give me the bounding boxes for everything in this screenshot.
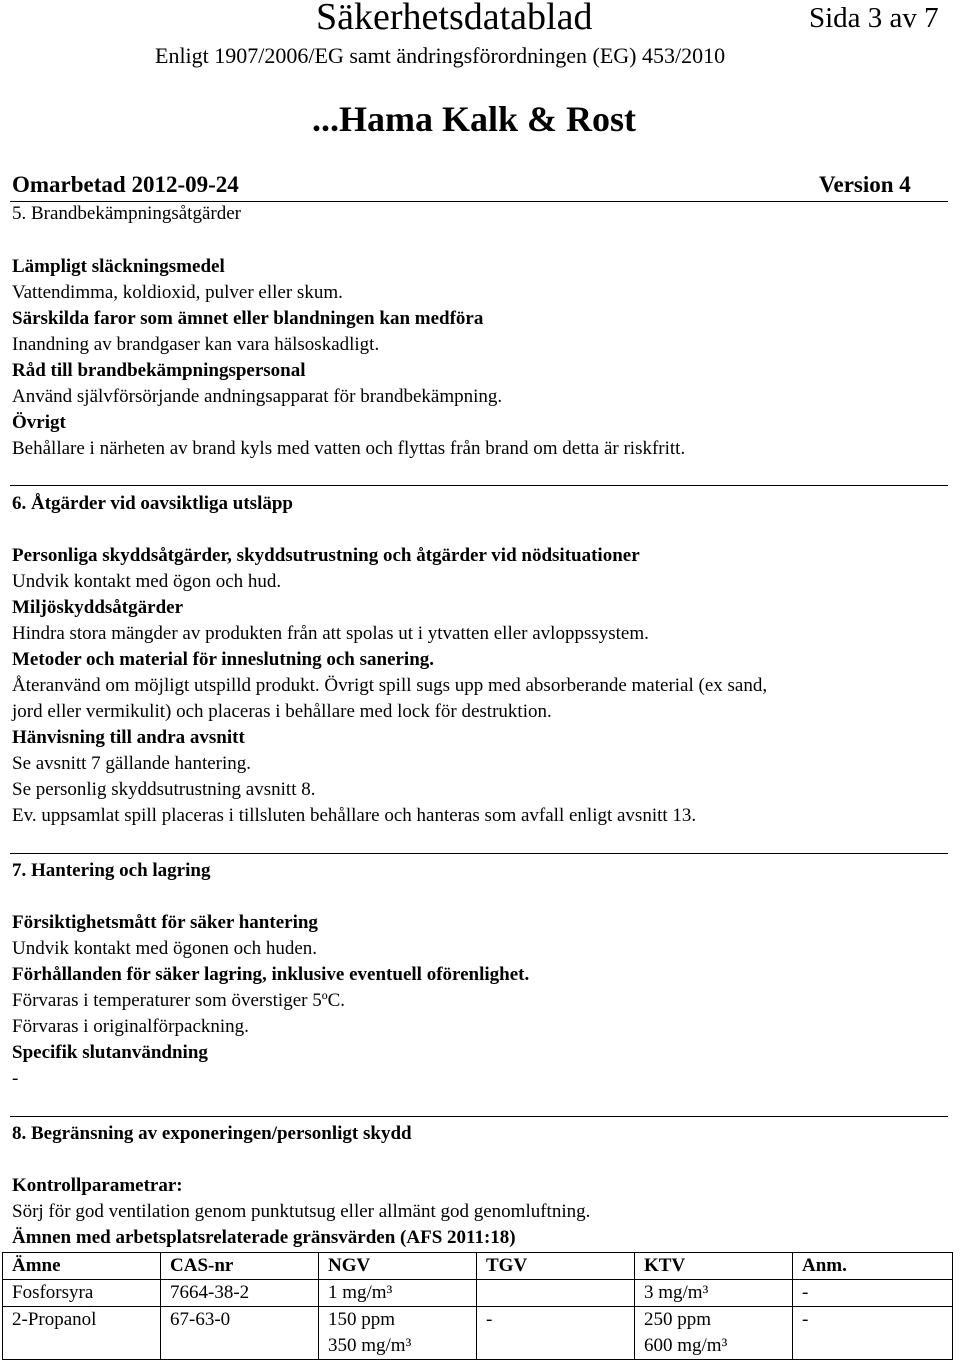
table-cell: 67-63-0 xyxy=(161,1307,319,1360)
table-header-row xyxy=(3,1253,953,1280)
section-6-heading-references: Hänvisning till andra avsnitt xyxy=(12,727,245,748)
cell-line: 350 mg/m³ xyxy=(328,1335,412,1356)
table-cell: - xyxy=(793,1307,953,1360)
table-cell: 3 mg/m³ xyxy=(635,1280,793,1307)
section-6-title: 6. Åtgärder vid oavsiktliga utsläpp xyxy=(12,493,293,514)
table-row xyxy=(3,1280,953,1307)
column-header: KTV xyxy=(635,1253,793,1280)
table-cell xyxy=(477,1280,635,1307)
regulation-line: Enligt 1907/2006/EG samt ändringsförordningen (EG) 453/2010 xyxy=(155,43,726,68)
section-7-heading-storage: Förhållanden för säker lagring, inklusive eventuell oförenlighet. xyxy=(12,964,530,985)
column-header: NGV xyxy=(319,1253,477,1280)
section-5-title: 5. Brandbekämpningsåtgärder xyxy=(12,203,241,224)
section-5-heading-other: Övrigt xyxy=(12,412,66,433)
section-5-text-extinguishing: Vattendimma, koldioxid, pulver eller skum. xyxy=(12,282,343,303)
section-6-heading-environment: Miljöskyddsåtgärder xyxy=(12,597,183,618)
section-7-text-storage-2: Förvaras i originalförpackning. xyxy=(12,1016,249,1037)
column-header: Anm. xyxy=(793,1253,953,1280)
section-6-text-personal: Undvik kontakt med ögon och hud. xyxy=(12,571,282,592)
section-6-text-references-3: Ev. uppsamlat spill placeras i tillsluten behållare och hanteras som avfall enligt avsnitt 13. xyxy=(12,805,697,826)
section-6-text-methods-1: Återanvänd om möjligt utspilld produkt. Övrigt spill sugs upp med absorberande material (ex sand, xyxy=(12,675,768,696)
cell-line: 600 mg/m³ xyxy=(644,1335,728,1356)
column-header: TGV xyxy=(477,1253,635,1280)
section-8-heading-control: Kontrollparametrar: xyxy=(12,1175,183,1196)
section-5-text-hazards: Inandning av brandgaser kan vara hälsoskadligt. xyxy=(12,334,380,355)
section-7-text-handling: Undvik kontakt med ögonen och huden. xyxy=(12,938,318,959)
section-5-text-advice: Använd självförsörjande andningsapparat för brandbekämpning. xyxy=(12,386,503,407)
page-number: Sida 3 av 7 xyxy=(809,2,939,34)
section-6-text-references-1: Se avsnitt 7 gällande hantering. xyxy=(12,753,252,774)
table-cell: Fosforsyra xyxy=(3,1280,161,1307)
product-name: ...Hama Kalk & Rost xyxy=(312,99,636,139)
column-header: CAS-nr xyxy=(161,1253,319,1280)
section-5-text-other: Behållare i närheten av brand kyls med vatten och flyttas från brand om detta är riskfritt. xyxy=(12,438,686,459)
section-5-heading-extinguishing: Lämpligt släckningsmedel xyxy=(12,256,225,277)
table-cell: 7664-38-2 xyxy=(161,1280,319,1307)
table-cell: 2-Propanol xyxy=(3,1307,161,1360)
document-title: Säkerhetsdatablad xyxy=(316,0,593,38)
section-6-heading-personal: Personliga skyddsåtgärder, skyddsutrustning och åtgärder vid nödsituationer xyxy=(12,545,640,566)
cell-line: 150 ppm xyxy=(328,1309,396,1330)
section-7-heading-end-use: Specifik slutanvändning xyxy=(12,1042,208,1063)
section-5-heading-hazards: Särskilda faror som ämnet eller blandningen kan medföra xyxy=(12,308,484,329)
table-cell: 1 mg/m³ xyxy=(319,1280,477,1307)
version-label: Version 4 xyxy=(819,172,911,197)
exposure-limits-table xyxy=(2,1252,953,1360)
section-6-text-environment: Hindra stora mängder av produkten från att spolas ut i ytvatten eller avloppssystem. xyxy=(12,623,649,644)
section-5-heading-advice: Råd till brandbekämpningspersonal xyxy=(12,360,306,381)
section-8-title: 8. Begränsning av exponeringen/personligt skydd xyxy=(12,1123,412,1144)
column-header: Ämne xyxy=(3,1253,161,1280)
table-row xyxy=(3,1307,953,1360)
table-cell: - xyxy=(477,1307,635,1360)
section-7-text-end-use: - xyxy=(12,1068,19,1089)
section-divider xyxy=(10,1116,948,1117)
table-cell: - xyxy=(793,1280,953,1307)
table-cell xyxy=(319,1307,477,1360)
section-6-text-methods-2: jord eller vermikulit) och placeras i behållare med lock för destruktion. xyxy=(12,701,552,722)
section-divider xyxy=(10,853,948,854)
section-divider xyxy=(10,485,948,486)
revision-date: Omarbetad 2012-09-24 xyxy=(12,172,239,197)
cell-line: 250 ppm xyxy=(644,1309,712,1330)
section-8-heading-limits: Ämnen med arbetsplatsrelaterade gränsvärden (AFS 2011:18) xyxy=(12,1227,516,1248)
section-8-text-control: Sörj för god ventilation genom punktutsug eller allmänt god genomluftning. xyxy=(12,1201,591,1222)
section-7-text-storage-1: Förvaras i temperaturer som överstiger 5ºC. xyxy=(12,990,346,1011)
section-7-heading-handling: Försiktighetsmått för säker hantering xyxy=(12,912,318,933)
section-7-title: 7. Hantering och lagring xyxy=(12,860,211,881)
table-cell xyxy=(635,1307,793,1360)
section-6-heading-methods: Metoder och material för inneslutning och sanering. xyxy=(12,649,435,670)
section-6-text-references-2: Se personlig skyddsutrustning avsnitt 8. xyxy=(12,779,316,800)
